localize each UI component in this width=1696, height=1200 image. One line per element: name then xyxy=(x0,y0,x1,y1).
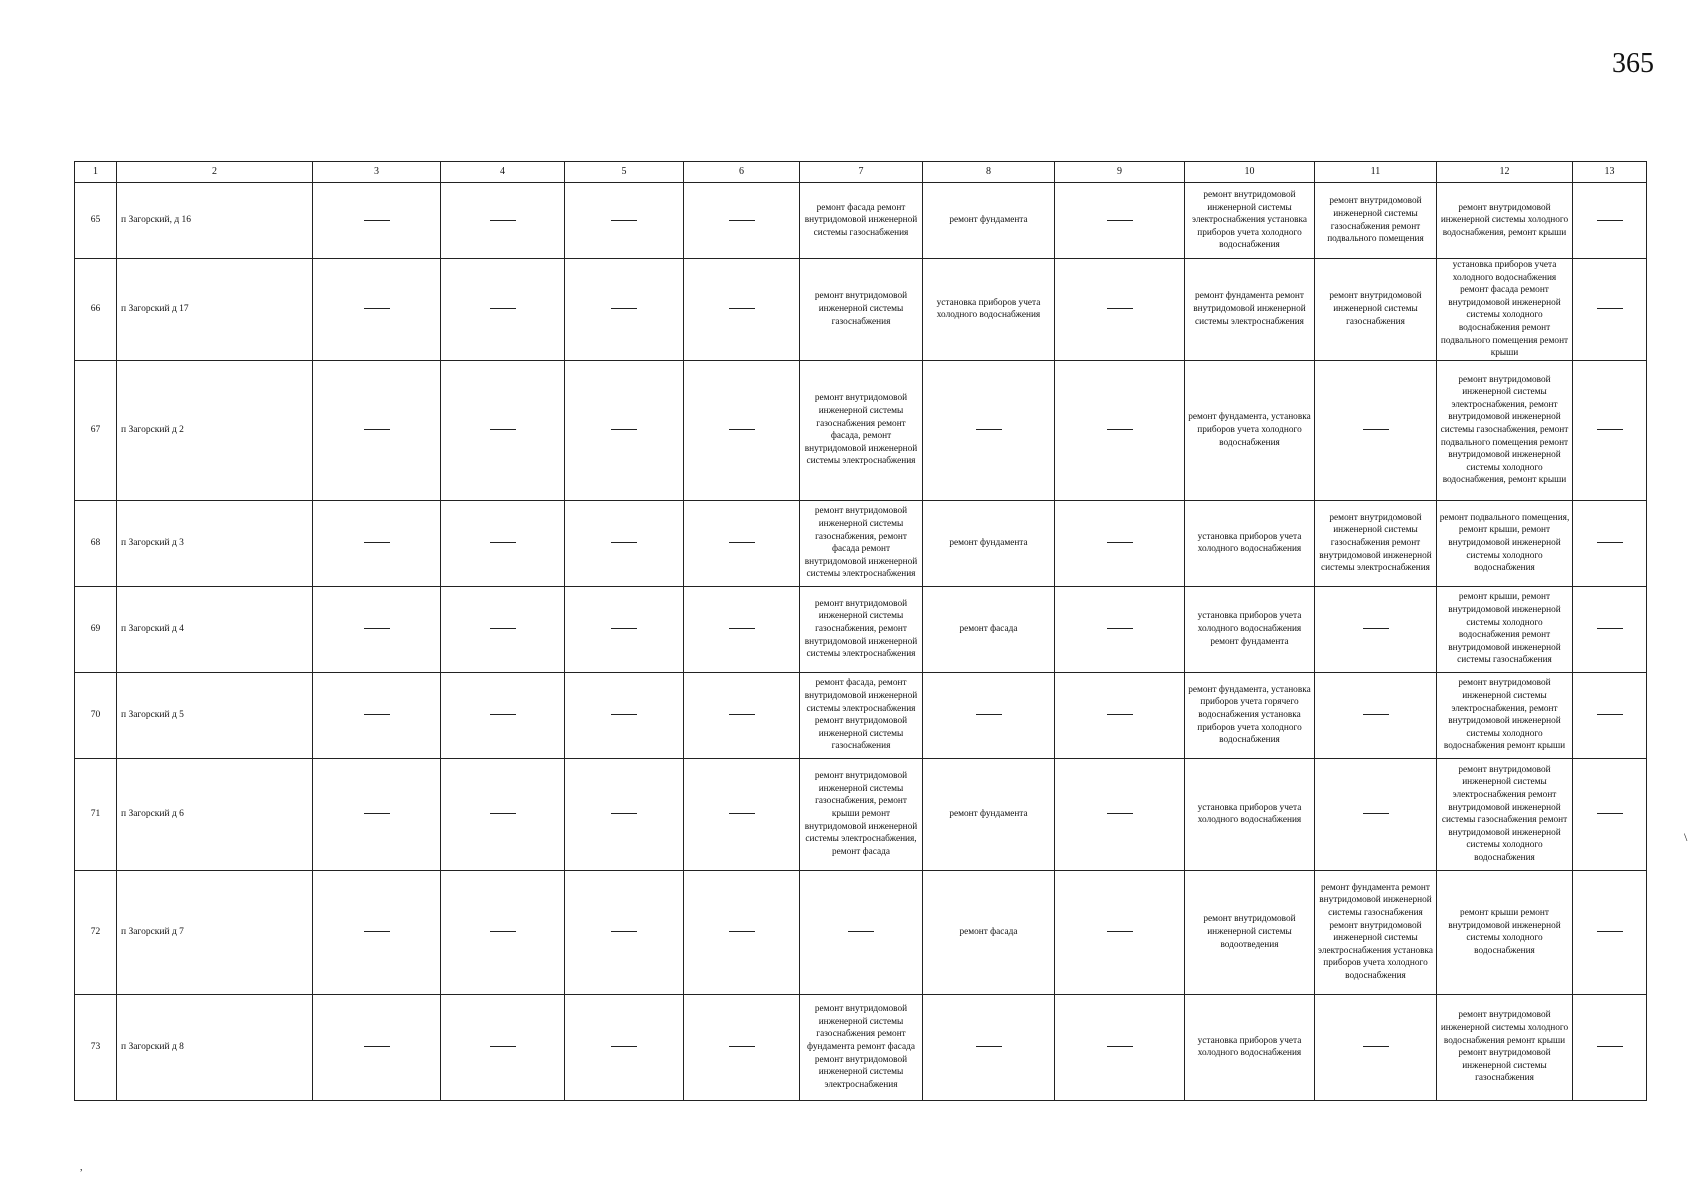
table-cell: ремонт фундамента, установка приборов учета холодного водоснабжения xyxy=(1185,360,1315,500)
empty-cell xyxy=(313,500,441,586)
dash-mark xyxy=(976,714,1002,715)
empty-cell xyxy=(1055,672,1185,758)
empty-cell xyxy=(441,500,565,586)
empty-cell xyxy=(1573,500,1647,586)
empty-cell xyxy=(1573,758,1647,870)
column-header: 7 xyxy=(800,162,923,183)
empty-cell xyxy=(565,672,684,758)
column-header: 2 xyxy=(117,162,313,183)
dash-mark xyxy=(364,429,390,430)
table-cell: ремонт внутридомовой инженерной системы газоснабжения, ремонт фасада ремонт внутридомовой инженерной системы электроснабжения xyxy=(800,500,923,586)
table-cell: п Загорский д 3 xyxy=(117,500,313,586)
table-row xyxy=(75,360,1647,500)
empty-cell xyxy=(1055,870,1185,994)
empty-cell xyxy=(565,259,684,361)
table-cell: п Загорский д 5 xyxy=(117,672,313,758)
dash-mark xyxy=(490,429,516,430)
empty-cell xyxy=(684,360,800,500)
dash-mark xyxy=(1107,220,1133,221)
empty-cell xyxy=(1315,994,1437,1100)
empty-cell xyxy=(923,360,1055,500)
empty-cell xyxy=(565,758,684,870)
table-cell: ремонт внутридомовой инженерной системы газоснабжения xyxy=(1315,259,1437,361)
table-row xyxy=(75,994,1647,1100)
dash-mark xyxy=(490,308,516,309)
table-cell: ремонт внутридомовой инженерной системы холодного водоснабжения ремонт крыши ремонт внутридомовой инженерной системы газоснабжения xyxy=(1437,994,1573,1100)
empty-cell xyxy=(313,758,441,870)
dash-mark xyxy=(490,931,516,932)
empty-cell xyxy=(313,183,441,259)
table-cell: п Загорский д 7 xyxy=(117,870,313,994)
column-header: 10 xyxy=(1185,162,1315,183)
dash-mark xyxy=(1107,628,1133,629)
table-cell: установка приборов учета холодного водоснабжения xyxy=(1185,500,1315,586)
dash-mark xyxy=(1597,1046,1623,1047)
dash-mark xyxy=(1363,1046,1389,1047)
table-cell: ремонт внутридомовой инженерной системы газоснабжения, ремонт крыши ремонт внутридомовой инженерной системы электроснабжения, ремонт фасада xyxy=(800,758,923,870)
empty-cell xyxy=(565,870,684,994)
table-cell: п Загорский д 4 xyxy=(117,586,313,672)
table-cell: 68 xyxy=(75,500,117,586)
empty-cell xyxy=(565,360,684,500)
dash-mark xyxy=(1363,813,1389,814)
dash-mark xyxy=(1107,931,1133,932)
table-cell: ремонт внутридомовой инженерной системы электроснабжения, ремонт внутридомовой инженерной системы газоснабжения, ремонт подвального помещения ремонт внутридомовой инженерной системы холодного водоснабжения, ремонт крыши xyxy=(1437,360,1573,500)
dash-mark xyxy=(1107,542,1133,543)
table-cell: ремонт внутридомовой инженерной системы газоснабжения ремонт фасада, ремонт внутридомовой инженерной системы электроснабжения xyxy=(800,360,923,500)
dash-mark xyxy=(729,1046,755,1047)
table-cell: ремонт фундамента xyxy=(923,500,1055,586)
empty-cell xyxy=(313,586,441,672)
table-cell: ремонт фасада ремонт внутридомовой инженерной системы газоснабжения xyxy=(800,183,923,259)
empty-cell xyxy=(684,500,800,586)
column-header: 6 xyxy=(684,162,800,183)
table-cell: ремонт внутридомовой инженерной системы холодного водоснабжения, ремонт крыши xyxy=(1437,183,1573,259)
table-row xyxy=(75,672,1647,758)
table-cell: ремонт фундамента ремонт внутридомовой инженерной системы электроснабжения xyxy=(1185,259,1315,361)
empty-cell xyxy=(441,183,565,259)
table-cell: 66 xyxy=(75,259,117,361)
empty-cell xyxy=(684,870,800,994)
dash-mark xyxy=(1597,628,1623,629)
empty-cell xyxy=(1573,672,1647,758)
empty-cell xyxy=(684,259,800,361)
empty-cell xyxy=(1055,758,1185,870)
table-cell: 65 xyxy=(75,183,117,259)
empty-cell xyxy=(313,259,441,361)
dash-mark xyxy=(611,1046,637,1047)
empty-cell xyxy=(565,994,684,1100)
table-row xyxy=(75,183,1647,259)
table-cell: установка приборов учета холодного водоснабжения xyxy=(1185,758,1315,870)
table-cell: ремонт фундамента, установка приборов учета горячего водоснабжения установка приборов учета холодного водоснабжения xyxy=(1185,672,1315,758)
empty-cell xyxy=(1315,672,1437,758)
table-cell: 67 xyxy=(75,360,117,500)
empty-cell xyxy=(1055,994,1185,1100)
dash-mark xyxy=(1597,429,1623,430)
empty-cell xyxy=(684,183,800,259)
empty-cell xyxy=(1055,586,1185,672)
empty-cell xyxy=(1055,360,1185,500)
dash-mark xyxy=(1597,813,1623,814)
table-cell: установка приборов учета холодного водоснабжения ремонт фасада ремонт внутридомовой инженерной системы холодного водоснабжения ремонт подвального помещения ремонт крыши xyxy=(1437,259,1573,361)
table-row xyxy=(75,259,1647,361)
table-cell: п Загорский д 2 xyxy=(117,360,313,500)
table-cell: 69 xyxy=(75,586,117,672)
margin-mark: \ xyxy=(1684,830,1688,844)
empty-cell xyxy=(1055,183,1185,259)
empty-cell xyxy=(923,672,1055,758)
dash-mark xyxy=(364,542,390,543)
dash-mark xyxy=(729,628,755,629)
table-row xyxy=(75,870,1647,994)
empty-cell xyxy=(1315,758,1437,870)
dash-mark xyxy=(729,220,755,221)
table-cell: ремонт внутридомовой инженерной системы электроснабжения установка приборов учета холодного водоснабжения xyxy=(1185,183,1315,259)
column-header: 9 xyxy=(1055,162,1185,183)
dash-mark xyxy=(1107,429,1133,430)
table-row xyxy=(75,500,1647,586)
empty-cell xyxy=(1055,500,1185,586)
dash-mark xyxy=(976,1046,1002,1047)
table-cell: ремонт крыши, ремонт внутридомовой инженерной системы холодного водоснабжения ремонт внутридомовой инженерной системы газоснабжения xyxy=(1437,586,1573,672)
empty-cell xyxy=(1573,870,1647,994)
dash-mark xyxy=(364,931,390,932)
empty-cell xyxy=(441,586,565,672)
dash-mark xyxy=(1597,220,1623,221)
table-row xyxy=(75,586,1647,672)
empty-cell xyxy=(684,586,800,672)
empty-cell xyxy=(1573,994,1647,1100)
repair-schedule-table xyxy=(74,161,1647,1101)
table-cell: ремонт фундамента ремонт внутридомовой инженерной системы газоснабжения ремонт внутридомовой инженерной системы электроснабжения установка приборов учета холодного водоснабжения xyxy=(1315,870,1437,994)
dash-mark xyxy=(1107,714,1133,715)
empty-cell xyxy=(1315,360,1437,500)
dash-mark xyxy=(1363,429,1389,430)
dash-mark xyxy=(729,714,755,715)
dash-mark xyxy=(1597,931,1623,932)
empty-cell xyxy=(441,758,565,870)
table-cell: установка приборов учета холодного водоснабжения xyxy=(1185,994,1315,1100)
empty-cell xyxy=(684,758,800,870)
dash-mark xyxy=(611,714,637,715)
table-cell: ремонт внутридомовой инженерной системы газоснабжения ремонт подвального помещения xyxy=(1315,183,1437,259)
empty-cell xyxy=(565,183,684,259)
table-cell: ремонт фундамента xyxy=(923,183,1055,259)
table-cell: ремонт внутридомовой инженерной системы водоотведения xyxy=(1185,870,1315,994)
dash-mark xyxy=(729,429,755,430)
table-cell: ремонт фасада xyxy=(923,586,1055,672)
dash-mark xyxy=(611,542,637,543)
column-header: 8 xyxy=(923,162,1055,183)
empty-cell xyxy=(441,259,565,361)
table-cell: ремонт фасада, ремонт внутридомовой инженерной системы электроснабжения ремонт внутридомовой инженерной системы газоснабжения xyxy=(800,672,923,758)
column-number-header-row xyxy=(75,162,1647,183)
dash-mark xyxy=(1107,1046,1133,1047)
dash-mark xyxy=(1597,542,1623,543)
table-cell: 73 xyxy=(75,994,117,1100)
dash-mark xyxy=(976,429,1002,430)
empty-cell xyxy=(441,994,565,1100)
dash-mark xyxy=(1107,308,1133,309)
empty-cell xyxy=(313,870,441,994)
dash-mark xyxy=(490,220,516,221)
table-cell: п Загорский д 8 xyxy=(117,994,313,1100)
dash-mark xyxy=(364,714,390,715)
dash-mark xyxy=(364,813,390,814)
dash-mark xyxy=(1597,714,1623,715)
empty-cell xyxy=(313,360,441,500)
empty-cell xyxy=(1573,259,1647,361)
dash-mark xyxy=(364,220,390,221)
column-header: 12 xyxy=(1437,162,1573,183)
table-cell: ремонт подвального помещения, ремонт крыши, ремонт внутридомовой инженерной системы холодного водоснабжения xyxy=(1437,500,1573,586)
table-cell: ремонт внутридомовой инженерной системы газоснабжения, ремонт внутридомовой инженерной системы электроснабжения xyxy=(800,586,923,672)
empty-cell xyxy=(684,994,800,1100)
dash-mark xyxy=(729,931,755,932)
column-header: 11 xyxy=(1315,162,1437,183)
empty-cell xyxy=(923,994,1055,1100)
table-cell: 72 xyxy=(75,870,117,994)
table-cell: установка приборов учета холодного водоснабжения ремонт фундамента xyxy=(1185,586,1315,672)
column-header: 3 xyxy=(313,162,441,183)
empty-cell xyxy=(1573,183,1647,259)
table-cell: ремонт внутридомовой инженерной системы электроснабжения, ремонт внутридомовой инженерной системы холодного водоснабжения ремонт крыши xyxy=(1437,672,1573,758)
table-cell: п Загорский д 6 xyxy=(117,758,313,870)
dash-mark xyxy=(364,1046,390,1047)
table-cell: ремонт фасада xyxy=(923,870,1055,994)
table-cell: п Загорский, д 16 xyxy=(117,183,313,259)
empty-cell xyxy=(1573,586,1647,672)
dash-mark xyxy=(611,308,637,309)
table-cell: ремонт внутридомовой инженерной системы газоснабжения ремонт фундамента ремонт фасада ремонт внутридомовой инженерной системы электроснабжения xyxy=(800,994,923,1100)
dash-mark xyxy=(848,931,874,932)
table-cell: 71 xyxy=(75,758,117,870)
dash-mark xyxy=(1107,813,1133,814)
empty-cell xyxy=(313,672,441,758)
dash-mark xyxy=(1597,308,1623,309)
empty-cell xyxy=(565,500,684,586)
column-header: 1 xyxy=(75,162,117,183)
empty-cell xyxy=(1055,259,1185,361)
dash-mark xyxy=(611,931,637,932)
dash-mark xyxy=(611,429,637,430)
dash-mark xyxy=(364,308,390,309)
dash-mark xyxy=(611,220,637,221)
margin-mark: , xyxy=(80,1162,83,1173)
dash-mark xyxy=(490,813,516,814)
page-number: 365 xyxy=(1612,48,1654,79)
dash-mark xyxy=(729,542,755,543)
empty-cell xyxy=(441,672,565,758)
empty-cell xyxy=(441,870,565,994)
dash-mark xyxy=(611,813,637,814)
dash-mark xyxy=(1363,714,1389,715)
column-header: 4 xyxy=(441,162,565,183)
table-cell: 70 xyxy=(75,672,117,758)
table-cell: ремонт крыши ремонт внутридомовой инженерной системы холодного водоснабжения xyxy=(1437,870,1573,994)
dash-mark xyxy=(1363,628,1389,629)
table-cell: установка приборов учета холодного водоснабжения xyxy=(923,259,1055,361)
dash-mark xyxy=(364,628,390,629)
column-header: 13 xyxy=(1573,162,1647,183)
empty-cell xyxy=(441,360,565,500)
dash-mark xyxy=(729,813,755,814)
empty-cell xyxy=(1573,360,1647,500)
table-cell: ремонт фундамента xyxy=(923,758,1055,870)
dash-mark xyxy=(490,714,516,715)
column-header: 5 xyxy=(565,162,684,183)
dash-mark xyxy=(490,1046,516,1047)
table-cell: ремонт внутридомовой инженерной системы газоснабжения xyxy=(800,259,923,361)
dash-mark xyxy=(490,628,516,629)
table-cell: ремонт внутридомовой инженерной системы газоснабжения ремонт внутридомовой инженерной системы электроснабжения xyxy=(1315,500,1437,586)
dash-mark xyxy=(490,542,516,543)
empty-cell xyxy=(684,672,800,758)
table-cell: ремонт внутридомовой инженерной системы электроснабжения ремонт внутридомовой инженерной системы газоснабжения ремонт внутридомовой инженерной системы холодного водоснабжения xyxy=(1437,758,1573,870)
dash-mark xyxy=(729,308,755,309)
dash-mark xyxy=(611,628,637,629)
table-row xyxy=(75,758,1647,870)
empty-cell xyxy=(565,586,684,672)
empty-cell xyxy=(800,870,923,994)
empty-cell xyxy=(1315,586,1437,672)
empty-cell xyxy=(313,994,441,1100)
table-cell: п Загорский д 17 xyxy=(117,259,313,361)
